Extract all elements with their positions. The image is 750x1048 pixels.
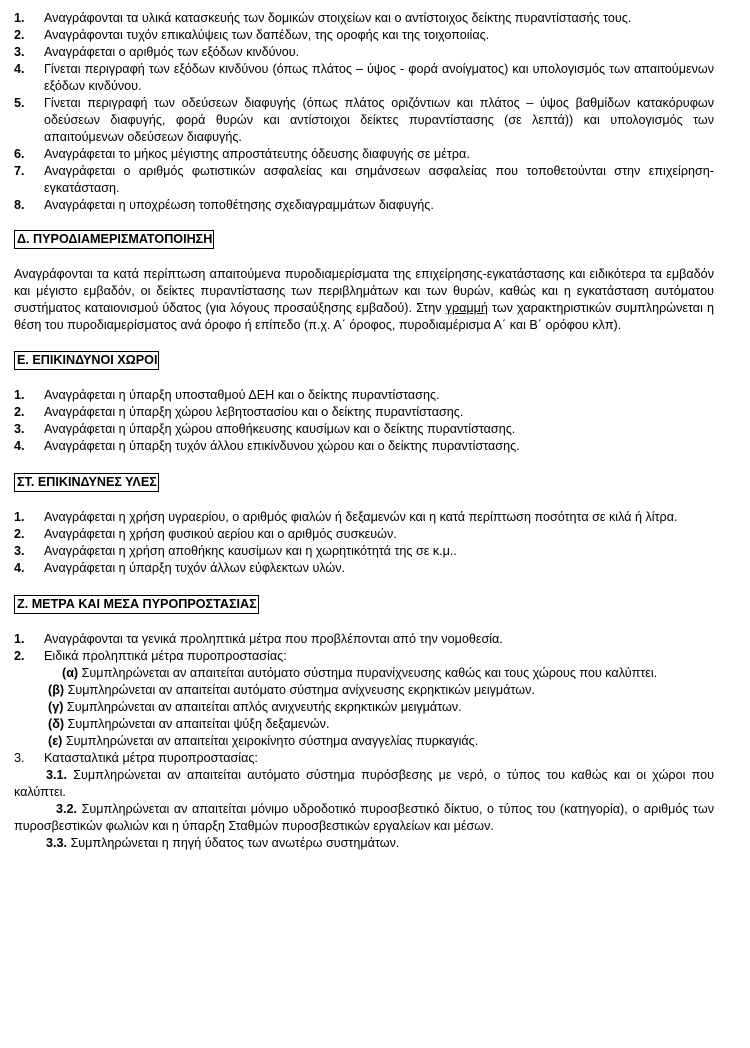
item-text: Αναγράφεται ο αριθμός των εξόδων κινδύνου. (44, 45, 300, 59)
sub-item-text: Συμπληρώνεται αν απαιτείται αυτόματο σύστημα πυρόσβεσης με νερό, ο τύπος του καθώς και οι χώροι που καλύπτει. (14, 768, 714, 799)
sub-item (14, 733, 714, 750)
sub-item-text: Συμπληρώνεται αν απαιτείται μόνιμο υδροδοτικό πυροσβεστικό δίκτυο, ο τύπος του (κατηγορία), ο αριθμός των πυροσβεστικών φωλιών και η ύπαρξη Σταθμών πυροσβεστικών εργαλείων και μέσων. (14, 802, 714, 833)
list-item (14, 543, 714, 560)
sub-item (14, 699, 714, 716)
item-number: 5. (14, 96, 25, 110)
item-text: Γίνεται περιγραφή των οδεύσεων διαφυγής (όπως πλάτος οριζόντιων και πλάτος – ύψος βαθμίδων κατακόρυφων οδεύσεων διαφυγής, φορά θυρών και αντίστοιχοι δείκτες πυραντίστασης (σε λεπτά)) και υπολογισμός των απαιτούμενων οδεύσεων διαφυγής. (44, 96, 714, 144)
item-text: Αναγράφεται ο αριθμός φωτιστικών ασφαλείας και σημάνσεων ασφαλείας που τοποθετούνται στην επιχείρηση- εγκατάσταση. (44, 164, 714, 195)
item-text: Αναγράφεται η ύπαρξη χώρου λεβητοστασίου και ο δείκτης πυραντίστασης. (44, 405, 464, 419)
sub-item (14, 835, 714, 852)
item-text: Αναγράφεται η ύπαρξη χώρου αποθήκευσης καυσίμων και ο δείκτης πυραντίστασης. (44, 422, 516, 436)
list-item (14, 438, 714, 455)
list-item (14, 27, 714, 44)
underlined-word: γραμμή (445, 301, 488, 315)
list-item (14, 61, 714, 95)
item-text: Ειδικά προληπτικά μέτρα πυροπροστασίας: (44, 649, 287, 663)
item-number: 2. (14, 405, 25, 419)
list-item (14, 631, 714, 648)
list-item (14, 146, 714, 163)
sub-item-label: (β) (48, 683, 65, 697)
sub-item-label: (γ) (48, 700, 64, 714)
sub-item-label: (ε) (48, 734, 63, 748)
sub-item-label: 3.2. (56, 802, 78, 816)
item-text: Αναγράφονται τυχόν επικαλύψεις των δαπέδων, της οροφής και της τοιχοποιίας. (44, 28, 490, 42)
item-number: 3. (14, 544, 25, 558)
sub-item (14, 682, 714, 699)
item-number: 4. (14, 439, 25, 453)
list-item (14, 526, 714, 543)
item-number: 1. (14, 11, 25, 25)
section-fire-compartmentation (14, 230, 714, 334)
item-number: 6. (14, 147, 25, 161)
sub-item-label: (δ) (48, 717, 65, 731)
paragraph-text-end: των χαρακτηριστικών συμπληρώνεται η θέση του πυροδιαμερίσματος ανά όροφο ή επίπεδο (π.χ. Α΄ όροφος, πυροδιαμέρισμα Α΄ και Β΄ ορόφου κλπ). (14, 301, 714, 332)
escape-routes-list (14, 10, 714, 214)
sub-item-text: Συμπληρώνεται αν απαιτείται αυτόματο σύστημα ανίχνευσης εκρηκτικών μειγμάτων. (64, 683, 535, 697)
list-item (14, 163, 714, 197)
section-heading: Ζ. ΜΕΤΡΑ ΚΑΙ ΜΕΣΑ ΠΥΡΟΠΡΟΣΤΑΣΙΑΣ (14, 595, 259, 614)
document-page (14, 10, 714, 852)
item-number: 3. (14, 45, 25, 59)
section-fire-protection-measures (14, 595, 714, 852)
sub-item-label: (α) (62, 666, 79, 680)
item-number: 1. (14, 388, 25, 402)
item-number: 3. (14, 422, 25, 436)
item-number: 7. (14, 164, 25, 178)
item-text: Κατασταλτικά μέτρα πυροπροστασίας: (44, 751, 258, 765)
item-text: Αναγράφεται η χρήση φυσικού αερίου και ο αριθμός συσκευών. (44, 527, 397, 541)
item-text: Αναγράφεται η υποχρέωση τοποθέτησης σχεδιαγραμμάτων διαφυγής. (44, 198, 434, 212)
sub-item-label: 3.3. (46, 836, 68, 850)
item-text: Αναγράφονται τα γενικά προληπτικά μέτρα που προβλέπονται από την νομοθεσία. (44, 632, 503, 646)
item-text: Αναγράφεται η χρήση αποθήκης καυσίμων και η χωρητικότητά της σε κ.μ.. (44, 544, 457, 558)
sub-item (14, 801, 714, 835)
paragraph-text-start: Αναγράφονται τα κατά περίπτωση απαιτούμενα πυροδιαμερίσματα της επιχείρησης-εγκατάστασης και ειδικότερα τα εμβαδόν και μέγιστο εμβαδόν, οι δείκτες πυραντίστασης των περιβλημάτων και των θυρών, καθώς και η εγκατάσταση αυτόματου συστήματος καταιονισμού ύδατος (για λόγους προσαύξησης εμβαδού). Στην (14, 267, 714, 315)
item-number: 2. (14, 527, 25, 541)
section-hazardous-materials (14, 473, 714, 577)
item-number: 2. (14, 649, 25, 663)
item-number: 3. (14, 751, 25, 765)
item-text: Αναγράφεται η ύπαρξη υποσταθμού ΔΕΗ και ο δείκτης πυραντίστασης. (44, 388, 440, 402)
item-number: 1. (14, 632, 25, 646)
sub-item (14, 767, 714, 801)
section-heading: Δ. ΠΥΡΟΔΙΑΜΕΡΙΣΜΑΤΟΠΟΙΗΣΗ (14, 230, 214, 249)
list-item (14, 44, 714, 61)
section-heading: ΣΤ. ΕΠΙΚΙΝΔΥΝΕΣ ΥΛΕΣ (14, 473, 159, 492)
item-text: Αναγράφεται η χρήση υγραερίου, ο αριθμός φιαλών ή δεξαμενών και η κατά περίπτωση ποσότητα σε κιλά ή λίτρα. (44, 510, 678, 524)
item-text: Αναγράφεται η ύπαρξη τυχόν άλλου επικίνδυνου χώρου και ο δείκτης πυραντίστασης. (44, 439, 520, 453)
list-item (14, 10, 714, 27)
item-number: 8. (14, 198, 25, 212)
list-item (14, 421, 714, 438)
list-item (14, 509, 714, 526)
item-number: 2. (14, 28, 25, 42)
list-item (14, 560, 714, 577)
list-item (14, 648, 714, 665)
sub-item-text: Συμπληρώνεται αν απαιτείται ψύξη δεξαμενών. (64, 717, 330, 731)
sub-item (14, 716, 714, 733)
item-text: Αναγράφεται η ύπαρξη τυχόν άλλων εύφλεκτων υλών. (44, 561, 346, 575)
item-number: 4. (14, 62, 25, 76)
section-heading: Ε. ΕΠΙΚΙΝΔΥΝΟΙ ΧΩΡΟΙ (14, 351, 159, 370)
list-item (14, 387, 714, 404)
item-number: 4. (14, 561, 25, 575)
list-item (14, 197, 714, 214)
item-text: Αναγράφεται το μήκος μέγιστης απροστάτευτης όδευσης διαφυγής σε μέτρα. (44, 147, 470, 161)
item-text: Γίνεται περιγραφή των εξόδων κινδύνου (όπως πλάτος – ύψος - φορά ανοίγματος) και υπολογισμός των απαιτούμενων εξόδων κινδύνου. (44, 62, 714, 93)
sub-item-text: Συμπληρώνεται η πηγή ύδατος των ανωτέρω συστημάτων. (67, 836, 400, 850)
sub-item-text: Συμπληρώνεται αν απαιτείται απλός ανιχνευτής εκρηκτικών μειγμάτων. (63, 700, 462, 714)
section-hazardous-spaces (14, 351, 714, 455)
list-item (14, 750, 714, 767)
sub-item (14, 665, 714, 682)
sub-item-label: 3.1. (46, 768, 68, 782)
item-number: 1. (14, 510, 25, 524)
list-item (14, 404, 714, 421)
sub-item-text: Συμπληρώνεται αν απαιτείται αυτόματο σύστημα πυρανίχνευσης καθώς και τους χώρους που καλύπτει. (78, 666, 658, 680)
section-paragraph (14, 266, 714, 334)
item-text: Αναγράφονται τα υλικά κατασκευής των δομικών στοιχείων και ο αντίστοιχος δείκτης πυραντίστασής τους. (44, 11, 632, 25)
list-item (14, 95, 714, 146)
sub-item-text: Συμπληρώνεται αν απαιτείται χειροκίνητο σύστημα αναγγελίας πυρκαγιάς. (62, 734, 479, 748)
